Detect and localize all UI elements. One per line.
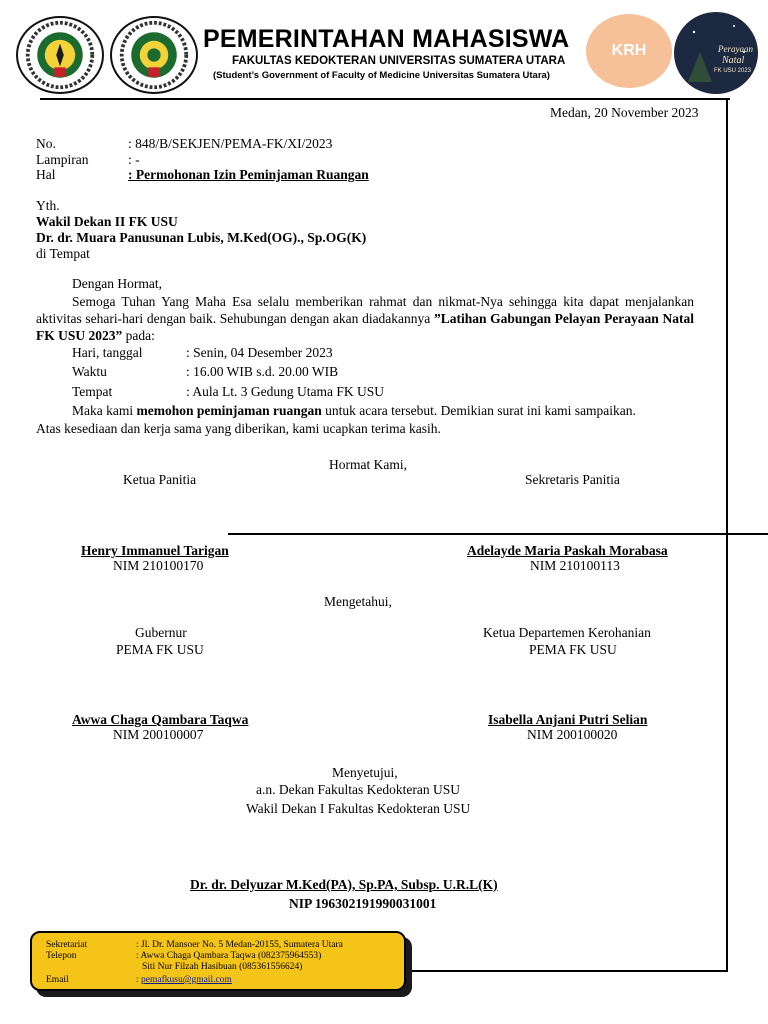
- recipient-yth: Yth.: [36, 198, 60, 213]
- ketua-panitia-title: Ketua Panitia: [123, 472, 197, 487]
- footer-telepon-value-2: Siti Nur Filzah Hasibuan (085361556624): [142, 962, 303, 972]
- org-subtitle: FAKULTAS KEDOKTERAN UNIVERSITAS SUMATERA UTARA: [232, 55, 566, 67]
- meta-label-lampiran: Lampiran: [36, 152, 89, 167]
- kadep-name: Isabella Anjani Putri Selian: [488, 712, 648, 727]
- meta-value-no: : 848/B/SEKJEN/PEMA-FK/XI/2023: [128, 136, 333, 151]
- para2-end: untuk acara tersebut. Demikian surat ini kami sampaikan.: [321, 403, 636, 418]
- recipient-name: Dr. dr. Muara Panusunan Lubis, M.Ked(OG)., Sp.OG(K): [36, 230, 367, 245]
- sekretaris-panitia-nim: NIM 210100113: [530, 558, 620, 573]
- footer-email: [136, 975, 232, 986]
- para1-text: Semoga Tuhan Yang Maha Esa selalu memberikan rahmat dan nikmat-Nya sehingga kita dapat menjalankan aktivitas sehari-hari dengan baik. Sehubungan dengan akan diadakannya: [36, 294, 694, 326]
- email-link[interactable]: pemafkusu@gmail.com: [141, 975, 232, 985]
- closing: Hormat Kami,: [329, 457, 407, 472]
- right-border-line: [726, 98, 728, 972]
- university-logo: [110, 16, 198, 94]
- recipient-location: di Tempat: [36, 246, 90, 261]
- krh-logo: [586, 14, 672, 88]
- meta-value-lampiran: : -: [128, 152, 140, 167]
- krh-logo-text: KRH: [611, 42, 647, 59]
- para1-end: pada:: [122, 328, 155, 343]
- org-title: PEMERINTAHAN MAHASISWA: [203, 25, 570, 53]
- ketua-panitia-nim: NIM 210100170: [113, 558, 204, 573]
- request-phrase: memohon peminjaman ruangan: [136, 403, 322, 418]
- gubernur-org: PEMA FK USU: [116, 642, 204, 657]
- detail-value-date: : Senin, 04 Desember 2023: [186, 345, 333, 360]
- footer-telepon-label: Telepon: [46, 951, 77, 961]
- body-paragraph-1: [36, 293, 694, 344]
- gubernur-title: Gubernur: [135, 625, 187, 640]
- footer-sekretariat-value: : Jl. Dr. Mansoer No. 5 Medan-20155, Sumatera Utara: [136, 940, 343, 950]
- meta-label-hal: Hal: [36, 167, 56, 182]
- sekretaris-panitia-name: Adelayde Maria Paskah Morabasa: [467, 543, 668, 558]
- svg-text:Natal: Natal: [722, 55, 745, 66]
- contact-footer: [30, 931, 406, 991]
- wadek-name: Dr. dr. Delyuzar M.Ked(PA), Sp.PA, Subsp. U.R.L(K): [190, 877, 498, 892]
- bottom-border-line: [400, 970, 728, 972]
- detail-value-place: : Aula Lt. 3 Gedung Utama FK USU: [186, 384, 384, 399]
- detail-label-time: Waktu: [72, 364, 107, 379]
- detail-label-place: Tempat: [72, 384, 113, 399]
- wadek-title: Wakil Dekan I Fakultas Kedokteran USU: [246, 801, 471, 816]
- kadep-title: Ketua Departemen Kerohanian: [483, 625, 651, 640]
- kadep-nim: NIM 200100020: [527, 727, 618, 742]
- menyetujui: Menyetujui,: [332, 765, 398, 780]
- faculty-logo-left: [16, 16, 104, 94]
- svg-text:Perayaan: Perayaan: [718, 44, 753, 54]
- footer-sekretariat-label: Sekretariat: [46, 940, 88, 950]
- gubernur-nim: NIM 200100007: [113, 727, 204, 742]
- meta-label-no: No.: [36, 136, 56, 151]
- wadek-nip: NIP 196302191990031001: [289, 896, 437, 911]
- header-divider: [40, 98, 730, 100]
- an-dekan: a.n. Dekan Fakultas Kedokteran USU: [256, 782, 460, 797]
- body-paragraph-2: [72, 403, 636, 419]
- kadep-org: PEMA FK USU: [529, 642, 617, 657]
- body-paragraph-2-line2: Atas kesediaan dan kerja sama yang diberikan, kami ucapkan terima kasih.: [36, 421, 441, 436]
- svg-text:FK USU 2023: FK USU 2023: [714, 68, 752, 74]
- footer-email-label: Email: [46, 975, 69, 985]
- meta-value-hal: [128, 167, 369, 183]
- ketua-panitia-name: Henry Immanuel Tarigan: [81, 543, 229, 558]
- salutation: Dengan Hormat,: [72, 276, 162, 291]
- christmas-event-logo: [674, 12, 758, 94]
- para2-start: Maka kami: [72, 403, 137, 418]
- sekretaris-panitia-title: Sekretaris Panitia: [525, 472, 620, 487]
- footer-email-colon: :: [136, 975, 142, 985]
- mengetahui: Mengetahui,: [324, 594, 392, 609]
- recipient-title: Wakil Dekan II FK USU: [36, 214, 178, 229]
- gubernur-name: Awwa Chaga Qambara Taqwa: [72, 712, 249, 727]
- place-date: Medan, 20 November 2023: [550, 105, 699, 120]
- subject-text: : Permohonan Izin Peminjaman Ruangan: [128, 167, 369, 182]
- middle-divider: [228, 533, 768, 535]
- org-subtitle-english: (Student’s Government of Faculty of Medicine Universitas Sumatera Utara): [213, 70, 550, 81]
- footer-telepon-value-1: : Awwa Chaga Qambara Taqwa (082375964553): [136, 951, 322, 961]
- event-name: ”Latihan Gabungan Pelayan Perayaan Natal FK USU 2023”: [36, 311, 694, 343]
- detail-value-time: : 16.00 WIB s.d. 20.00 WIB: [186, 364, 339, 379]
- detail-label-date: Hari, tanggal: [72, 345, 143, 360]
